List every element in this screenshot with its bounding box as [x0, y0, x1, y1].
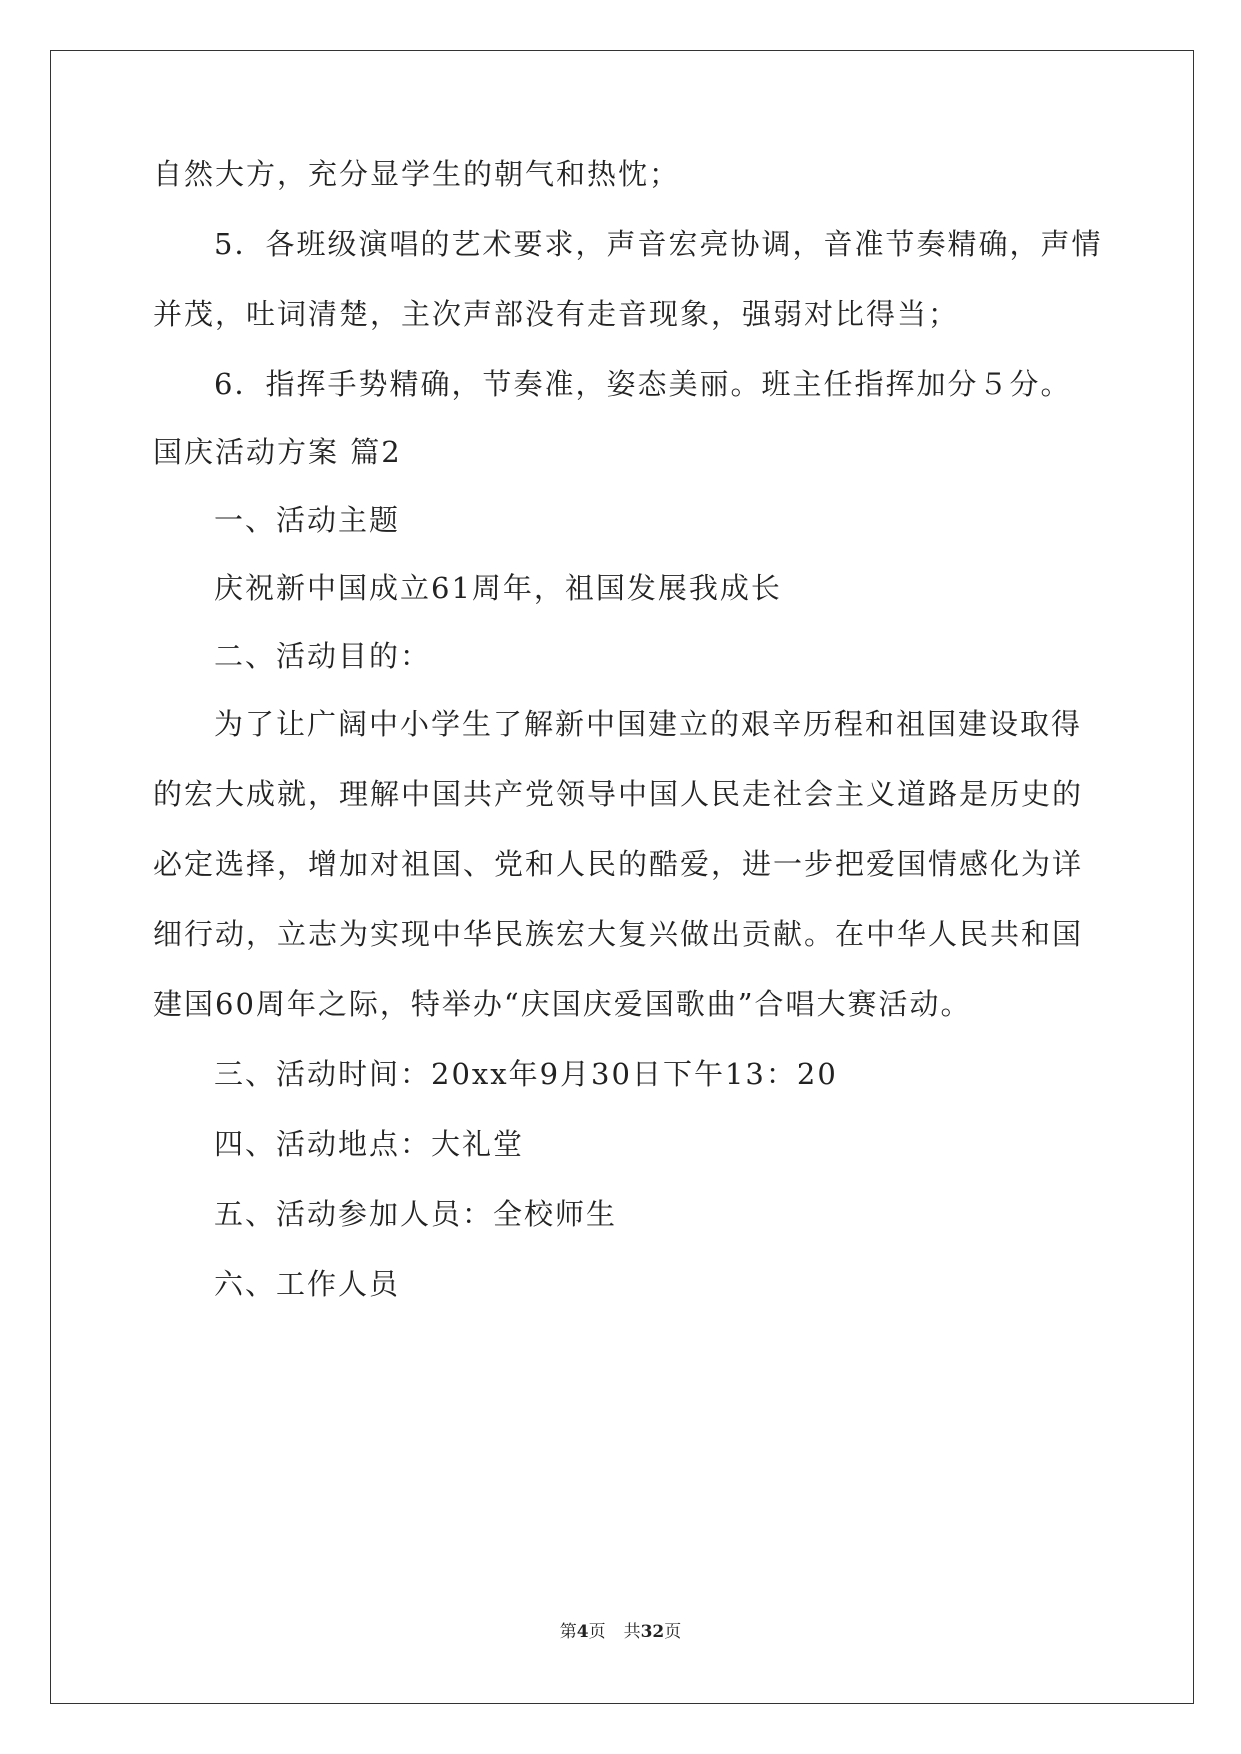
text-line-2: 5．各班级演唱的艺术要求，声音宏亮协调，音准节奏精确，声情	[214, 227, 1103, 261]
text-line-12: 细行动，立志为实现中华民族宏大复兴做出贡献。在中华人民共和国	[153, 917, 1084, 951]
total-suffix: 页	[664, 1622, 682, 1642]
text-line-9: 为了让广阔中小学生了解新中国建立的艰辛历程和祖国建设取得	[214, 707, 1083, 741]
text-line-16: 五、活动参加人员：全校师生	[214, 1197, 618, 1231]
text-line-14: 三、活动时间：20xx年9月30日下午13：20	[214, 1057, 838, 1091]
text-line-13: 建国60周年之际，特举办“庆国庆爱国歌曲”合唱大赛活动。	[153, 987, 972, 1021]
page-footer	[0, 1620, 1241, 1644]
text-line-4: 6．指挥手势精确，节奏准，姿态美丽。班主任指挥加分５分。	[214, 367, 1072, 401]
page-total: 32	[640, 1622, 665, 1642]
total-prefix: 共	[623, 1622, 641, 1642]
page-current: 4	[576, 1622, 589, 1642]
page-suffix: 页	[588, 1622, 606, 1642]
section-heading: 国庆活动方案 篇2	[153, 435, 402, 469]
text-line-17: 六、工作人员	[214, 1267, 401, 1301]
text-line-3: 并茂，吐词清楚，主次声部没有走音现象，强弱对比得当；	[153, 297, 960, 331]
text-line-11: 必定选择，增加对祖国、党和人民的酷爱，进一步把爱国情感化为详	[153, 847, 1084, 881]
text-line-6: 一、活动主题	[214, 503, 401, 537]
text-line-10: 的宏大成就，理解中国共产党领导中国人民走社会主义道路是历史的	[153, 777, 1084, 811]
text-line-1: 自然大方，充分显学生的朝气和热忱；	[153, 157, 681, 191]
text-line-7: 庆祝新中国成立61周年，祖国发展我成长	[214, 571, 782, 605]
text-line-15: 四、活动地点：大礼堂	[214, 1127, 525, 1161]
page-prefix: 第	[559, 1622, 577, 1642]
text-line-8: 二、活动目的：	[214, 639, 432, 673]
